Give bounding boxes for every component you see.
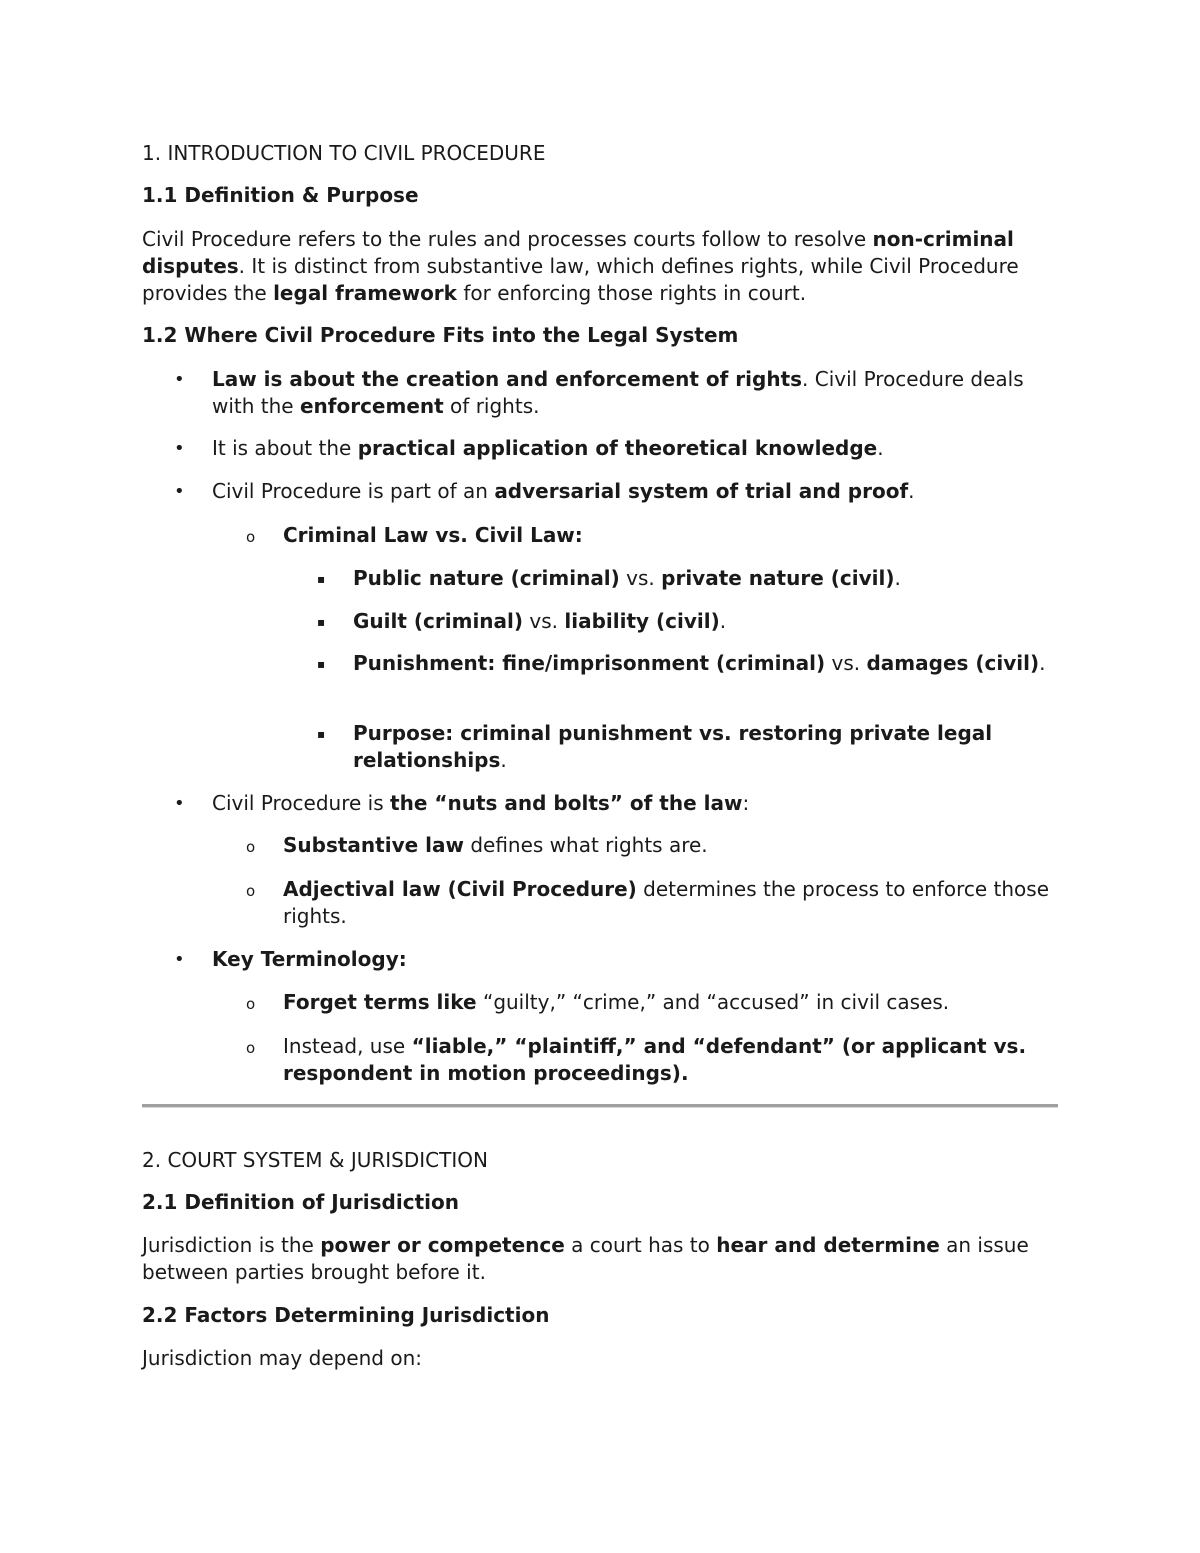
section-2-2-heading: 2.2 Factors Determining Jurisdiction	[142, 1303, 550, 1327]
section-1-2-heading: 1.2 Where Civil Procedure Fits into the Legal System	[142, 323, 739, 347]
sub-bullet-marker: o	[246, 995, 256, 1013]
list-item-text: Law is about the creation and enforcement of rights. Civil Procedure deals with the enforcement of rights.	[212, 367, 1024, 418]
sub-list-item-text: Instead, use “liable,” “plaintiff,” and “defendant” (or applicant vs. respondent in motion proceedings).	[283, 1034, 1027, 1085]
section-2-2-paragraph: Jurisdiction may depend on:	[142, 1346, 422, 1370]
sub-list-item-text: Adjectival law (Civil Procedure) determines the process to enforce those rights.	[283, 877, 1050, 928]
square-bullet-marker: ▪	[317, 615, 326, 629]
section-1-title: 1. INTRODUCTION TO CIVIL PROCEDURE	[142, 141, 546, 165]
sub-list-item-text: Forget terms like “guilty,” “crime,” and “accused” in civil cases.	[283, 990, 950, 1014]
bullet-marker: •	[174, 481, 185, 502]
list-item-text: Civil Procedure is the “nuts and bolts” of the law:	[212, 791, 750, 815]
bullet-marker: •	[174, 438, 185, 459]
list-item-text: Civil Procedure is part of an adversarial system of trial and proof.	[212, 479, 915, 503]
section-2-title: 2. COURT SYSTEM & JURISDICTION	[142, 1148, 488, 1172]
sub-bullet-marker: o	[246, 1039, 256, 1057]
sub-bullet-marker: o	[246, 882, 256, 900]
sub-list-item-text: Substantive law defines what rights are.	[283, 833, 708, 857]
square-bullet-marker: ▪	[317, 572, 326, 586]
sub-sub-list-item-text: Public nature (criminal) vs. private nature (civil).	[353, 566, 901, 590]
section-1-1-heading: 1.1 Definition & Purpose	[142, 183, 419, 207]
section-2-1-paragraph: Jurisdiction is the power or competence a court has to hear and determine an issue between parties brought before it.	[142, 1233, 1029, 1284]
square-bullet-marker: ▪	[317, 657, 326, 671]
bullet-marker: •	[174, 793, 185, 814]
list-item-text: Key Terminology:	[212, 947, 407, 971]
sub-bullet-marker: o	[246, 838, 256, 856]
sub-sub-list-item-text: Punishment: fine/imprisonment (criminal) vs. damages (civil).	[353, 651, 1046, 675]
list-item-text: It is about the practical application of theoretical knowledge.	[212, 436, 884, 460]
section-1-1-paragraph: Civil Procedure refers to the rules and processes courts follow to resolve non-criminal disputes. It is distinct from substantive law, which defines rights, while Civil Procedure provides the legal framework for enforcing those rights in court.	[142, 227, 1019, 305]
horizontal-divider	[142, 1104, 1058, 1108]
sub-bullet-marker: o	[246, 528, 256, 546]
bullet-marker: •	[174, 949, 185, 970]
bullet-marker: •	[174, 369, 185, 390]
section-2-1-heading: 2.1 Definition of Jurisdiction	[142, 1190, 459, 1214]
sub-sub-list-item-text: Purpose: criminal punishment vs. restoring private legal relationships.	[353, 721, 993, 772]
sub-sub-list-item-text: Guilt (criminal) vs. liability (civil).	[353, 609, 727, 633]
sub-list-item-text: Criminal Law vs. Civil Law:	[283, 523, 583, 547]
square-bullet-marker: ▪	[317, 727, 326, 741]
